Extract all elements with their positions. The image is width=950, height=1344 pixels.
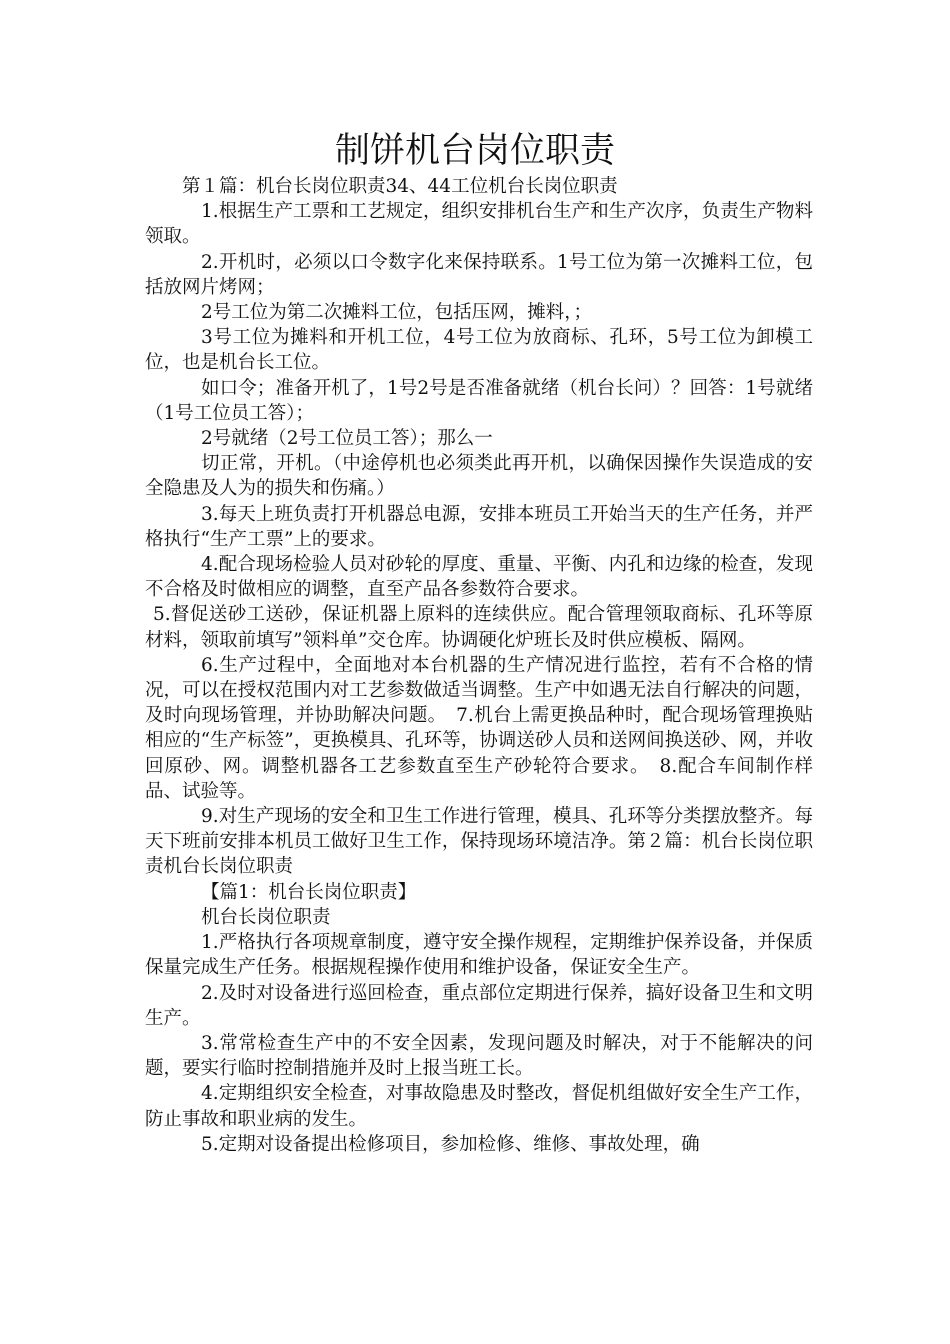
paragraph: 5.督促送砂工送砂，保证机器上原料的连续供应。配合管理领取商标、孔环等原材料，领取前填写”领料单”交仓库。协调硬化炉班长及时供应模板、隔网。 [145,604,813,651]
paragraph: 2.及时对设备进行巡回检查，重点部位定期进行保养，搞好设备卫生和文明生产。 [145,982,813,1029]
paragraph: 3号工位为摊料和开机工位，4号工位为放商标、孔环，5号工位为卸模工位，也是机台长工位。 [145,327,813,374]
document-title: 制饼机台岗位职责 [334,131,615,171]
paragraph: 2号工位为第二次摊料工位，包括压网，摊料，； [201,302,593,324]
paragraph: 5.定期对设备提出检修项目，参加检修、维修、事故处理，确 [201,1133,700,1155]
paragraph: 2.开机时，必须以口令数字化来保持联系。1号工位为第一次摊料工位，包括放网片烤网； [145,251,813,298]
paragraph: 1.严格执行各项规章制度，遵守安全操作规程，定期维护保养设备，并保质保量完成生产任务。根据规程操作使用和维护设备，保证安全生产。 [145,932,813,979]
paragraph: 【篇1：机台长岗位职责】 [201,881,417,903]
paragraph: 3.每天上班负责打开机器总电源，安排本班员工开始当天的生产任务，并严格执行“生产工票”上的要求。 [145,503,813,550]
paragraph: 4.定期组织安全检查，对事故隐患及时整改，督促机组做好安全生产工作，防止事故和职业病的发生。 [145,1083,813,1130]
paragraph: 9.对生产现场的安全和卫生工作进行管理，模具、孔环等分类摆放整齐。每天下班前安排本机员工做好卫生工作，保持现场环境洁净。第２篇：机台长岗位职责机台长岗位职责 [145,806,813,878]
paragraph: 6.生产过程中，全面地对本台机器的生产情况进行监控，若有不合格的情况，可以在授权范围内对工艺参数做适当调整。生产中如遇无法自行解决的问题，及时向现场管理，并协助解决问题。 7.机台上需更换品种时，配合现场管理换贴相应的“生产标签”，更换模具、孔环等，协调送砂人员和送网间换送砂、网，并收回原砂、网。调整机器各工艺参数直至生产砂轮符合要求。 8.配合车间制作样品、试验等。 [145,654,813,802]
paragraph: 如口令；准备开机了，1号2号是否准备就绪（机台长问）？回答：1号就绪（1号工位员工答）； [145,377,813,424]
paragraph: 4.配合现场检验人员对砂轮的厚度、重量、平衡、内孔和边缘的检查，发现不合格及时做相应的调整，直至产品各参数符合要求。 [145,554,813,601]
paragraph: 切正常，开机。（中途停机也必须类此再开机，以确保因操作失误造成的安全隐患及人为的损失和伤痛。） [145,453,813,500]
paragraph: 3.常常检查生产中的不安全因素，发现问题及时解决，对于不能解决的问题，要实行临时控制措施并及时上报当班工长。 [145,1032,813,1080]
paragraph: 机台长岗位职责 [201,906,331,928]
paragraph: 1.根据生产工票和工艺规定，组织安排机台生产和生产次序，负责生产物料领取。 [145,201,813,248]
paragraph: 2号就绪（2号工位员工答）；那么一 [201,428,493,450]
paragraph: 第１篇：机台长岗位职责34、44工位机台长岗位职责 [182,176,618,197]
document-body [145,174,813,1157]
